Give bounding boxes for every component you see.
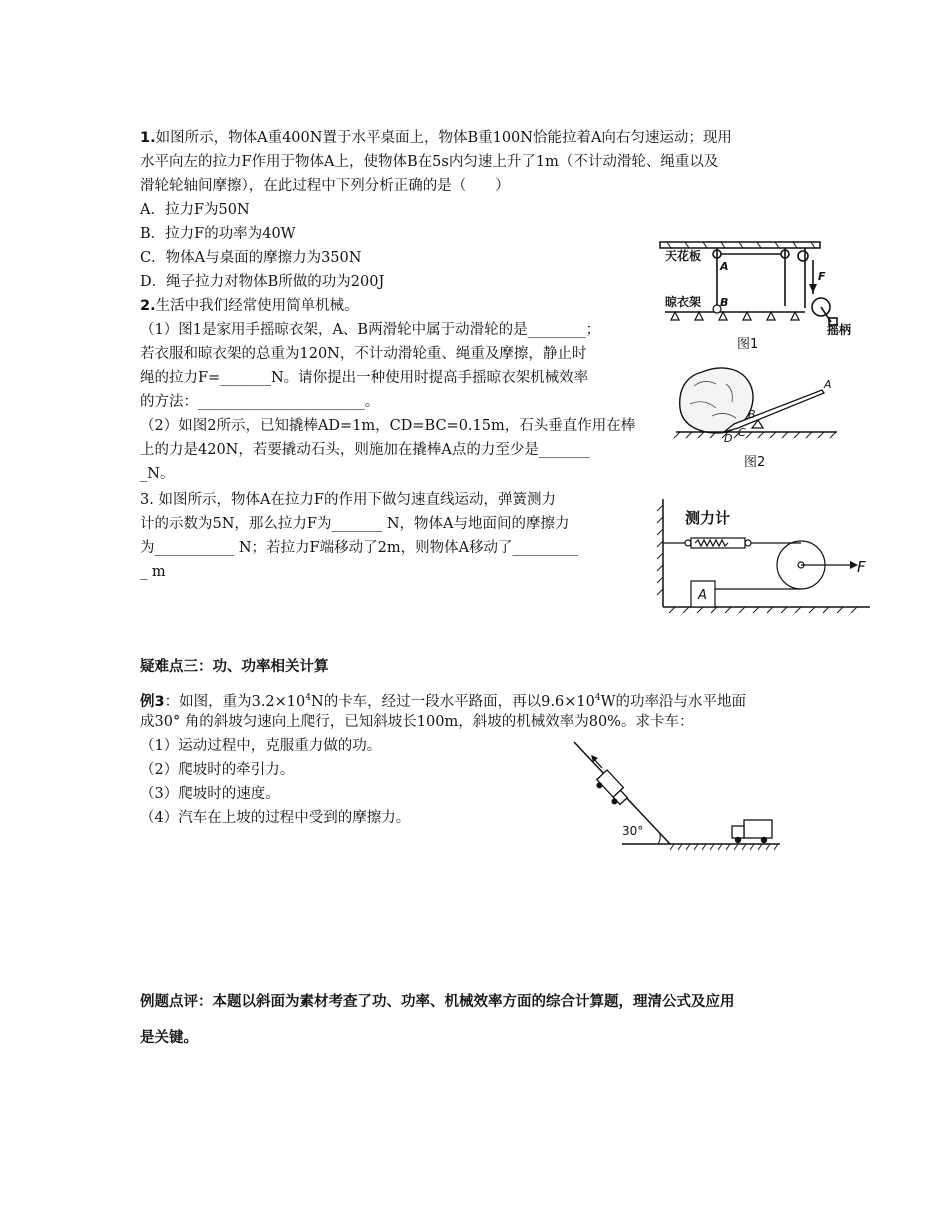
ex3-item-3: （3）爬坡时的速度。 [140, 786, 280, 802]
q3-text: 如图所示，物体A在拉力F的作用下做匀速直线运动，弹簧测力 [158, 492, 556, 508]
comment-line1: 例题点评：本题以斜面为素材考查了功、功率、机械效率方面的综合计算题，理清公式及应用 [140, 994, 735, 1010]
ex3-exponent-1: 4 [305, 693, 311, 703]
ex3-line1 [140, 688, 746, 712]
ex3-item-4: （4）汽车在上坡的过程中受到的摩擦力。 [140, 810, 411, 826]
q3-line1 [140, 490, 556, 510]
fig2-label-d: D [724, 432, 733, 445]
q2-line1 [140, 296, 359, 316]
q1-option-c: C．物体A与桌面的摩擦力为350N [140, 250, 362, 266]
fig1-ceiling-label: 天花板 [665, 249, 702, 263]
q2-part1-line4: 的方法：_______________________。 [140, 394, 380, 410]
ex3-exponent-2: 4 [594, 693, 601, 703]
fig1-label-b: B [720, 296, 729, 309]
fig1-rack-label: 晾衣架 [665, 295, 702, 309]
q2-part1-line2: 若衣服和晾衣架的总重为120N，不计动滑轮重、绳重及摩擦，静止时 [140, 346, 587, 362]
q3-line2: 计的示数为5N，那么拉力F为_______ N，物体A与地面间的摩擦力 [140, 516, 570, 532]
section-title: 疑难点三：功、功率相关计算 [140, 659, 329, 675]
q2-text: 生活中我们经常使用简单机械。 [155, 298, 359, 314]
q1-option-b: B．拉力F的功率为40W [140, 226, 296, 242]
fig2-label-b: B [748, 408, 756, 421]
fig2-label-c: C [738, 426, 746, 439]
fig3-label-f: F [857, 558, 866, 576]
fig3-title: 测力计 [685, 509, 731, 527]
q2-part1-line3: 绳的拉力F=_______N。请你提出一种使用时提高手摇晾衣架机械效率 [140, 370, 589, 386]
q1-line3: 滑轮轮轴间摩擦），在此过程中下列分析正确的是（ ） [140, 178, 510, 194]
ex3-item-1: （1）运动过程中，克服重力做的功。 [140, 738, 382, 754]
fig1-label-f: F [818, 270, 826, 283]
ex3-text-a: ：如图，重为3.2×10 [164, 693, 306, 710]
fig2-caption: 图2 [744, 455, 766, 470]
ex3-line2: 成30° 角的斜坡匀速向上爬行，已知斜坡长100m，斜坡的机械效率为80%。求卡车： [140, 714, 694, 730]
ex3-text-b: N的卡车，经过一段水平路面，再以9.6×10 [311, 693, 595, 710]
fig2-label-a: A [824, 378, 832, 391]
fig1-label-a: A [720, 260, 729, 273]
figure-2-crowbar [672, 362, 842, 472]
q1-option-a: A．拉力F为50N [140, 202, 250, 218]
q1-line2: 水平向左的拉力F作用于物体A上，使物体B在5s内匀速上升了1m（不计动滑轮、绳重以及 [140, 154, 719, 170]
fig3-label-a: A [698, 588, 707, 603]
figure-3-spring-scale [655, 495, 875, 617]
q2-part1-line1: （1）图1是家用手摇晾衣架，A、B两滑轮中属于动滑轮的是________； [140, 322, 601, 338]
ex3-label: 例3 [140, 693, 165, 710]
q3-line4: _ m [140, 564, 166, 580]
q2-part2-line3: _N。 [140, 466, 175, 482]
figure-1-clothes-rack [655, 238, 875, 353]
q2-part2-line2: 上的力是420N，若要撬动石头，则施加在撬棒A点的力至少是_______ [140, 442, 590, 458]
ex3-item-2: （2）爬坡时的牵引力。 [140, 762, 295, 778]
q1-option-d: D．绳子拉力对物体B所做的功为200J [140, 274, 385, 290]
q3-line3: 为___________ N；若拉力F端移动了2m，则物体A移动了_________ [140, 540, 578, 556]
figure-4-truck-slope [570, 738, 785, 856]
fig4-angle-label: 30° [622, 824, 644, 838]
q1-line1 [140, 128, 732, 148]
comment-line2: 是关键。 [140, 1030, 198, 1046]
ex3-text-c: W的功率沿与水平地面 [600, 693, 746, 710]
fig1-handle-label: 摇柄 [827, 323, 852, 337]
q1-text: 如图所示，物体A重400N置于水平桌面上，物体B重100N恰能拉着A向右匀速运动；现用 [155, 130, 732, 146]
fig1-caption: 图1 [737, 337, 759, 352]
q2-part2-line1: （2）如图2所示，已知撬棒AD=1m，CD=BC=0.15m，石头垂直作用在棒 [140, 418, 636, 434]
q1-number: 1. [140, 130, 156, 146]
q3-number: 3. [140, 492, 154, 508]
q2-number: 2. [140, 298, 156, 314]
